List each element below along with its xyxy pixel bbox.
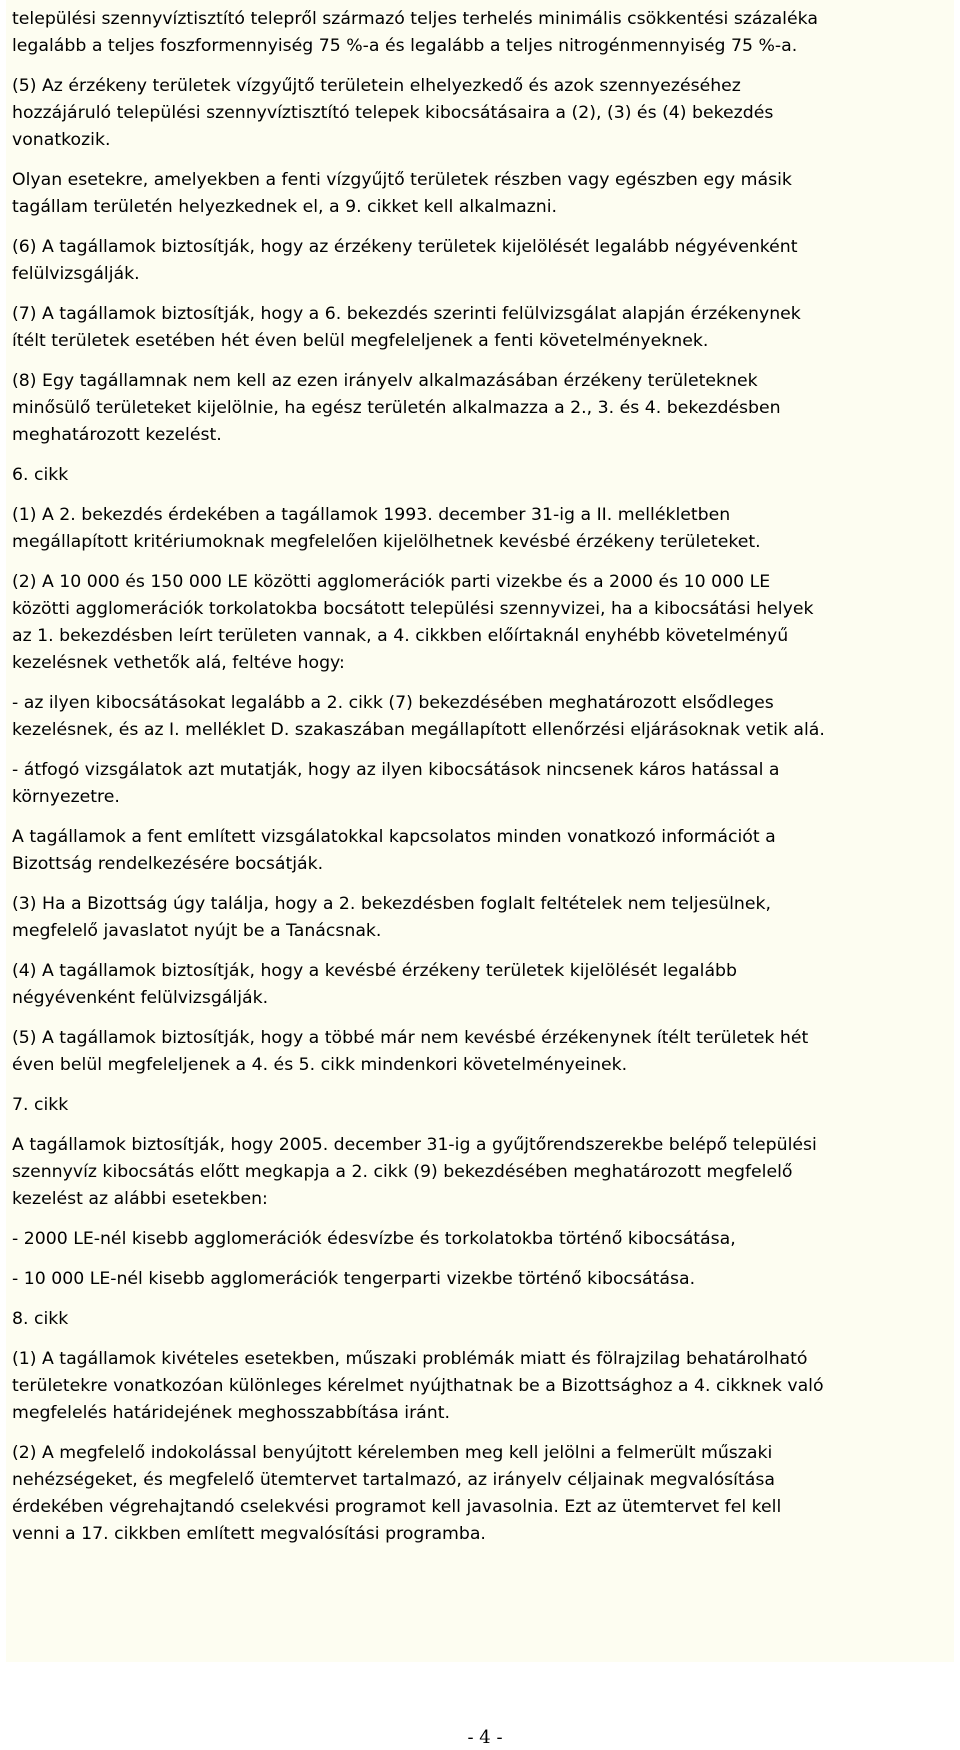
article-heading: 7. cikk <box>12 1095 69 1115</box>
paragraph: (7) A tagállamok biztosítják, hogy a 6. bekezdés szerinti felülvizsgálat alapján érzékenynek ítélt területek esetében hét éven belül megfeleljenek a fenti követelményeknek. <box>12 304 801 351</box>
article-heading: 6. cikk <box>12 465 69 485</box>
paragraph: (1) A 2. bekezdés érdekében a tagállamok 1993. december 31-ig a II. mellékletben megállapított kritériumoknak megfelelően kijelölhetnek kevésbé érzékeny területeket. <box>12 505 761 552</box>
paragraph: települési szennyvíztisztító telepről származó teljes terhelés minimális csökkentési százaléka legalább a teljes foszformennyiség 75 %-a és legalább a teljes nitrogénmennyiség 75 %-a. <box>12 9 818 56</box>
list-item: - 2000 LE-nél kisebb agglomerációk édesvízbe és torkolatokba történő kibocsátása, <box>12 1229 736 1249</box>
paragraph: (4) A tagállamok biztosítják, hogy a kevésbé érzékeny területek kijelölését legalább négyévenként felülvizsgálják. <box>12 961 737 1008</box>
paragraph: (6) A tagállamok biztosítják, hogy az érzékeny területek kijelölését legalább négyévenként felülvizsgálják. <box>12 237 798 284</box>
paragraph: (2) A 10 000 és 150 000 LE közötti agglomerációk parti vizekbe és a 2000 és 10 000 LE közötti agglomerációk torkolatokba bocsátott települési szennyvizei, ha a kibocsátási helyek az 1. bekezdésben leírt területen vannak, a 4. cikkben előírtaknál enyhébb követelményű kezelésnek vethetők alá, feltéve hogy: <box>12 572 814 673</box>
paragraph: (2) A megfelelő indokolással benyújtott kérelemben meg kell jelölni a felmerült műszaki nehézségeket, és megfelelő ütemtervet tartalmazó, az irányelv céljainak megvalósítása érdekében végrehajtandó cselekvési programot kell javasolnia. Ezt az ütemtervet fel kell venni a 17. cikkben említett megvalósítási programba. <box>12 1443 782 1544</box>
list-item: - 10 000 LE-nél kisebb agglomerációk tengerparti vizekbe történő kibocsátása. <box>12 1269 696 1289</box>
paragraph: A tagállamok biztosítják, hogy 2005. december 31-ig a gyűjtőrendszerekbe belépő települési szennyvíz kibocsátás előtt megkapja a 2. cikk (9) bekezdésében meghatározott megfelelő kezelést az alábbi esetekben: <box>12 1135 817 1209</box>
article-heading: 8. cikk <box>12 1309 69 1329</box>
paragraph: A tagállamok a fent említett vizsgálatokkal kapcsolatos minden vonatkozó információt a Bizottság rendelkezésére bocsátják. <box>12 827 776 874</box>
paragraph: (8) Egy tagállamnak nem kell az ezen irányelv alkalmazásában érzékeny területeknek minősülő területeket kijelölnie, ha egész területén alkalmazza a 2., 3. és 4. bekezdésben meghatározott kezelést. <box>12 371 781 445</box>
paragraph: (5) A tagállamok biztosítják, hogy a többé már nem kevésbé érzékenynek ítélt területek hét éven belül megfeleljenek a 4. és 5. cikk mindenkori követelményeinek. <box>12 1028 809 1075</box>
document-body <box>6 0 954 1662</box>
paragraph: Olyan esetekre, amelyekben a fenti vízgyűjtő területek részben vagy egészben egy másik tagállam területén helyezkednek el, a 9. cikket kell alkalmazni. <box>12 170 792 217</box>
paragraph: (5) Az érzékeny területek vízgyűjtő területein elhelyezkedő és azok szennyezéséhez hozzájáruló települési szennyvíztisztító telepek kibocsátásaira a (2), (3) és (4) bekezdés vonatkozik. <box>12 76 774 150</box>
list-item: - az ilyen kibocsátásokat legalább a 2. cikk (7) bekezdésében meghatározott elsődleges kezelésnek, és az I. melléklet D. szakaszában megállapított ellenőrzési eljárásoknak vetik alá. <box>12 693 825 740</box>
page-number: - 4 - <box>467 1727 503 1748</box>
list-item: - átfogó vizsgálatok azt mutatják, hogy az ilyen kibocsátások nincsenek káros hatással a környezetre. <box>12 760 780 807</box>
paragraph: (1) A tagállamok kivételes esetekben, műszaki problémák miatt és fölrajzilag behatárolható területekre vonatkozóan különleges kérelmet nyújthatnak be a Bizottsághoz a 4. cikknek való megfelelés határidejének meghosszabbítása iránt. <box>12 1349 824 1423</box>
paragraph: (3) Ha a Bizottság úgy találja, hogy a 2. bekezdésben foglalt feltételek nem teljesülnek, megfelelő javaslatot nyújt be a Tanácsnak. <box>12 894 771 941</box>
